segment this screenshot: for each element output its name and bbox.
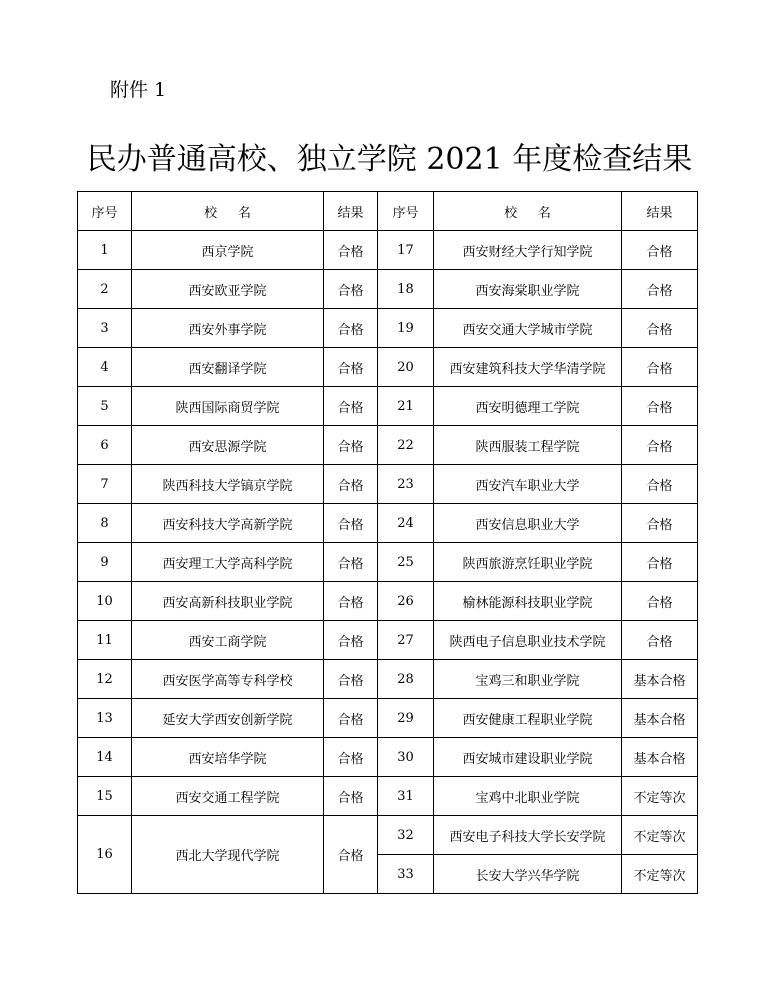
right-result-cell: 合格	[622, 348, 698, 387]
left-name-cell: 西安科技大学高新学院	[132, 504, 324, 543]
right-seq-cell: 31	[378, 777, 434, 816]
left-name-cell: 西安外事学院	[132, 309, 324, 348]
right-result-cell: 基本合格	[622, 699, 698, 738]
left-seq-cell: 7	[78, 465, 132, 504]
table-row	[78, 660, 698, 699]
table-row	[78, 543, 698, 582]
left-result-cell: 合格	[324, 777, 378, 816]
left-result-cell: 合格	[324, 504, 378, 543]
right-seq-cell: 19	[378, 309, 434, 348]
right-result-cell: 基本合格	[622, 738, 698, 777]
right-seq-cell: 28	[378, 660, 434, 699]
table-row	[78, 270, 698, 309]
right-name-cell: 西安海棠职业学院	[434, 270, 622, 309]
left-result-cell: 合格	[324, 660, 378, 699]
right-name-cell: 西安建筑科技大学华清学院	[434, 348, 622, 387]
header-result-right: 结果	[622, 192, 698, 231]
right-result-cell: 合格	[622, 387, 698, 426]
right-name-cell: 西安信息职业大学	[434, 504, 622, 543]
right-seq-cell: 20	[378, 348, 434, 387]
right-result-cell: 合格	[622, 465, 698, 504]
left-result-cell: 合格	[324, 699, 378, 738]
right-result-cell: 合格	[622, 543, 698, 582]
left-seq-cell: 1	[78, 231, 132, 270]
right-seq-cell: 29	[378, 699, 434, 738]
right-name-cell: 宝鸡三和职业学院	[434, 660, 622, 699]
attachment-label: 附件 1	[110, 79, 167, 101]
right-name-cell: 西安电子科技大学长安学院	[434, 816, 622, 855]
right-name-cell: 西安交通大学城市学院	[434, 309, 622, 348]
right-name-cell: 陕西旅游烹饪职业学院	[434, 543, 622, 582]
right-result-cell: 合格	[622, 504, 698, 543]
right-seq-cell: 24	[378, 504, 434, 543]
left-name-cell: 西安高新科技职业学院	[132, 582, 324, 621]
left-seq-cell: 16	[78, 816, 132, 894]
document-title: 民办普通高校、独立学院 2021 年度检查结果	[86, 142, 693, 177]
left-result-cell: 合格	[324, 816, 378, 894]
header-seq-right: 序号	[378, 192, 434, 231]
right-seq-cell: 17	[378, 231, 434, 270]
left-result-cell: 合格	[324, 465, 378, 504]
right-result-cell: 合格	[622, 582, 698, 621]
table-row	[78, 309, 698, 348]
right-result-cell: 合格	[622, 426, 698, 465]
table-row	[78, 816, 698, 855]
left-seq-cell: 15	[78, 777, 132, 816]
right-name-cell: 西安健康工程职业学院	[434, 699, 622, 738]
left-name-cell: 延安大学西安创新学院	[132, 699, 324, 738]
left-name-cell: 西安工商学院	[132, 621, 324, 660]
table-row	[78, 582, 698, 621]
right-seq-cell: 23	[378, 465, 434, 504]
left-seq-cell: 13	[78, 699, 132, 738]
right-name-cell: 西安汽车职业大学	[434, 465, 622, 504]
left-name-cell: 陕西科技大学镐京学院	[132, 465, 324, 504]
right-name-cell: 长安大学兴华学院	[434, 855, 622, 894]
right-seq-cell: 18	[378, 270, 434, 309]
left-seq-cell: 10	[78, 582, 132, 621]
table-row	[78, 231, 698, 270]
left-seq-cell: 5	[78, 387, 132, 426]
right-result-cell: 基本合格	[622, 660, 698, 699]
right-seq-cell: 33	[378, 855, 434, 894]
right-seq-cell: 30	[378, 738, 434, 777]
left-name-cell: 陕西国际商贸学院	[132, 387, 324, 426]
right-result-cell: 不定等次	[622, 816, 698, 855]
table-row	[78, 465, 698, 504]
left-result-cell: 合格	[324, 270, 378, 309]
left-name-cell: 西安思源学院	[132, 426, 324, 465]
table-row	[78, 387, 698, 426]
right-seq-cell: 22	[378, 426, 434, 465]
left-seq-cell: 14	[78, 738, 132, 777]
right-seq-cell: 21	[378, 387, 434, 426]
left-seq-cell: 11	[78, 621, 132, 660]
right-result-cell: 不定等次	[622, 855, 698, 894]
left-result-cell: 合格	[324, 582, 378, 621]
table-row	[78, 621, 698, 660]
header-name-right: 校名	[434, 192, 622, 231]
left-seq-cell: 8	[78, 504, 132, 543]
left-result-cell: 合格	[324, 426, 378, 465]
right-name-cell: 西安明德理工学院	[434, 387, 622, 426]
right-result-cell: 合格	[622, 231, 698, 270]
left-seq-cell: 3	[78, 309, 132, 348]
header-name-left: 校名	[132, 192, 324, 231]
left-name-cell: 西安理工大学高科学院	[132, 543, 324, 582]
right-seq-cell: 26	[378, 582, 434, 621]
header-seq-left: 序号	[78, 192, 132, 231]
right-result-cell: 合格	[622, 270, 698, 309]
left-result-cell: 合格	[324, 738, 378, 777]
table-row	[78, 348, 698, 387]
right-result-cell: 合格	[622, 621, 698, 660]
left-result-cell: 合格	[324, 231, 378, 270]
table-row	[78, 738, 698, 777]
left-name-cell: 西北大学现代学院	[132, 816, 324, 894]
table-row	[78, 699, 698, 738]
right-seq-cell: 32	[378, 816, 434, 855]
right-name-cell: 陕西电子信息职业技术学院	[434, 621, 622, 660]
left-seq-cell: 4	[78, 348, 132, 387]
right-seq-cell: 27	[378, 621, 434, 660]
left-name-cell: 西安欧亚学院	[132, 270, 324, 309]
table-row	[78, 426, 698, 465]
left-result-cell: 合格	[324, 348, 378, 387]
table-row	[78, 504, 698, 543]
left-seq-cell: 12	[78, 660, 132, 699]
table-header-row	[78, 192, 698, 231]
right-name-cell: 宝鸡中北职业学院	[434, 777, 622, 816]
table-row	[78, 777, 698, 816]
right-seq-cell: 25	[378, 543, 434, 582]
left-result-cell: 合格	[324, 543, 378, 582]
table-body	[78, 231, 698, 894]
left-result-cell: 合格	[324, 387, 378, 426]
left-name-cell: 西安翻译学院	[132, 348, 324, 387]
left-name-cell: 西安交通工程学院	[132, 777, 324, 816]
header-result-left: 结果	[324, 192, 378, 231]
left-name-cell: 西安医学高等专科学校	[132, 660, 324, 699]
right-name-cell: 陕西服装工程学院	[434, 426, 622, 465]
left-seq-cell: 6	[78, 426, 132, 465]
left-result-cell: 合格	[324, 621, 378, 660]
left-seq-cell: 2	[78, 270, 132, 309]
right-result-cell: 合格	[622, 309, 698, 348]
left-name-cell: 西安培华学院	[132, 738, 324, 777]
right-name-cell: 西安财经大学行知学院	[434, 231, 622, 270]
right-result-cell: 不定等次	[622, 777, 698, 816]
left-seq-cell: 9	[78, 543, 132, 582]
inspection-results-table	[77, 191, 698, 894]
right-name-cell: 西安城市建设职业学院	[434, 738, 622, 777]
right-name-cell: 榆林能源科技职业学院	[434, 582, 622, 621]
left-result-cell: 合格	[324, 309, 378, 348]
left-name-cell: 西京学院	[132, 231, 324, 270]
